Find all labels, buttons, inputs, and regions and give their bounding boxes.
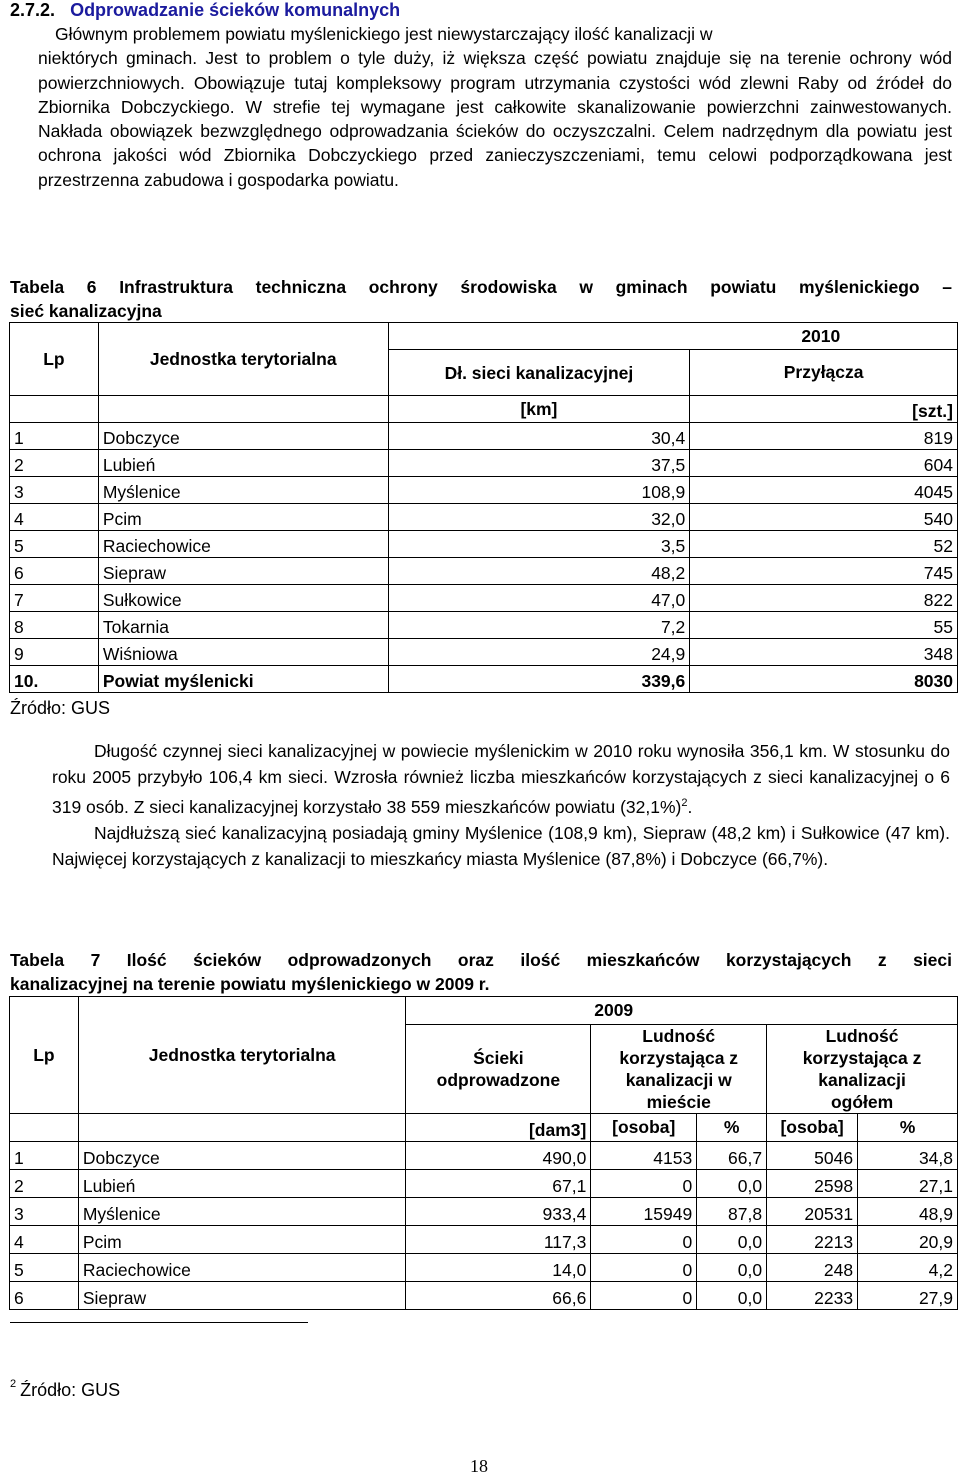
table6-cell-name: Tokarnia — [98, 612, 388, 639]
table7-cell-total: 2213 — [767, 1226, 858, 1254]
table7-unit-pct2: % — [858, 1114, 958, 1142]
table6-cell-szt: 52 — [690, 531, 958, 558]
footnote-text: Źródło: GUS — [20, 1380, 121, 1400]
section-number: 2.7.2. — [10, 0, 56, 20]
table6-total-name: Powiat myślenicki — [98, 666, 388, 693]
table6-total-lp: 10. — [10, 666, 99, 693]
table6-cell-name: Raciechowice — [98, 531, 388, 558]
table7-caption-line1: Tabela 7 Ilość ścieków odprowadzonych oraz ilość mieszkańców korzystających z sieci — [10, 950, 952, 970]
table6-cell-lp: 6 — [10, 558, 99, 585]
table6-cell-szt: 55 — [690, 612, 958, 639]
table7-cell-lp: 2 — [10, 1170, 79, 1198]
table6-total-row — [10, 666, 958, 693]
table6-header-length: Dł. sieci kanalizacyjnej — [388, 350, 690, 396]
table6-cell-km: 3,5 — [388, 531, 690, 558]
table7-cell-total-pct: 27,1 — [858, 1170, 958, 1198]
table6-cell-szt: 4045 — [690, 477, 958, 504]
table6-cell-km: 37,5 — [388, 450, 690, 477]
table7-cell-total-pct: 48,9 — [858, 1198, 958, 1226]
table6 — [9, 322, 958, 693]
section-title: Odprowadzanie ścieków komunalnych — [70, 0, 401, 20]
table6-row — [10, 531, 958, 558]
table6-cell-km: 108,9 — [388, 477, 690, 504]
table7-cell-lp: 3 — [10, 1198, 79, 1226]
table6-cell-lp: 8 — [10, 612, 99, 639]
table7-unit-osoba2: [osoba] — [767, 1114, 858, 1142]
table7-cell-name: Lubień — [78, 1170, 406, 1198]
table6-cell-lp: 5 — [10, 531, 99, 558]
table6-row — [10, 558, 958, 585]
intro-first-line: Głównym problemem powiatu myślenickiego jest niewystarczający ilość kanalizacji w — [55, 24, 713, 44]
table6-total-szt: 8030 — [690, 666, 958, 693]
table7-header-city: Ludność korzystająca z kanalizacji w mieście — [591, 1025, 767, 1114]
table7-cell-sewage: 14,0 — [406, 1254, 591, 1282]
table7-cell-name: Pcim — [78, 1226, 406, 1254]
footnote-ref: 2 — [681, 797, 688, 809]
table7-cell-sewage: 933,4 — [406, 1198, 591, 1226]
table6-cell-km: 7,2 — [388, 612, 690, 639]
table6-cell-lp: 1 — [10, 423, 99, 450]
table7-unit-dam3: [dam3] — [406, 1114, 591, 1142]
table6-cell-name: Myślenice — [98, 477, 388, 504]
table6-units-empty-unit — [98, 396, 388, 423]
table7-cell-city-pct: 0,0 — [697, 1254, 767, 1282]
table6-row — [10, 504, 958, 531]
table7-unit-pct: % — [697, 1114, 767, 1142]
table6-cell-lp: 3 — [10, 477, 99, 504]
table7-cell-total-pct: 20,9 — [858, 1226, 958, 1254]
table6-cell-km: 24,9 — [388, 639, 690, 666]
page-number: 18 — [470, 1456, 488, 1476]
table6-source: Źródło: GUS — [10, 698, 111, 718]
table7-cell-city: 0 — [591, 1254, 697, 1282]
footnote-separator — [10, 1322, 308, 1323]
table7-cell-name: Raciechowice — [78, 1254, 406, 1282]
table7-cell-city-pct: 0,0 — [697, 1170, 767, 1198]
table7-cell-city: 0 — [591, 1282, 697, 1310]
summary-paragraph — [52, 738, 950, 872]
table6-row — [10, 477, 958, 504]
table7-cell-sewage: 490,0 — [406, 1142, 591, 1170]
table7-cell-sewage: 67,1 — [406, 1170, 591, 1198]
table6-header-connections: Przyłącza — [690, 350, 958, 396]
table6-row — [10, 585, 958, 612]
table6-cell-name: Lubień — [98, 450, 388, 477]
intro-paragraph — [38, 22, 952, 192]
table7-units-empty-unit — [78, 1114, 406, 1142]
table7-cell-city: 4153 — [591, 1142, 697, 1170]
table6-cell-szt: 745 — [690, 558, 958, 585]
table6-row — [10, 450, 958, 477]
table6-cell-lp: 9 — [10, 639, 99, 666]
table7-row — [10, 1282, 958, 1310]
table7-caption-line2: kanalizacyjnej na terenie powiatu myślenickiego w 2009 r. — [10, 974, 490, 994]
table7-cell-total: 20531 — [767, 1198, 858, 1226]
table6-row — [10, 639, 958, 666]
table7-cell-city-pct: 66,7 — [697, 1142, 767, 1170]
table6-cell-km: 47,0 — [388, 585, 690, 612]
table6-unit-km: [km] — [388, 396, 690, 423]
table6-cell-name: Dobczyce — [98, 423, 388, 450]
table7-caption — [10, 948, 952, 996]
table7-row — [10, 1226, 958, 1254]
table6-cell-szt: 604 — [690, 450, 958, 477]
table7-cell-city-pct: 0,0 — [697, 1282, 767, 1310]
table6-header-year: 2010 — [388, 323, 957, 350]
table6-cell-szt: 348 — [690, 639, 958, 666]
table7-row — [10, 1170, 958, 1198]
table6-cell-name: Sułkowice — [98, 585, 388, 612]
table6-units-empty-lp — [10, 396, 99, 423]
table6-cell-lp: 7 — [10, 585, 99, 612]
table7 — [9, 996, 958, 1310]
summary-p1-text: Długość czynnej sieci kanalizacyjnej w powiecie myślenickim w 2010 roku wynosiła 356,1 km. W stosunku do roku 2005 przybyło 106,4 km sieci. Wzrosła również liczba mieszkańców korzystających z sieci kanalizacyjnej o 6 319 osób. Z sieci kanalizacyjnej korzystało 38 559 mieszkańców powiatu (32,1%) — [52, 741, 950, 817]
table7-header-total: Ludność korzystająca z kanalizacji ogółem — [767, 1025, 958, 1114]
section-heading — [10, 0, 400, 21]
table7-cell-sewage: 66,6 — [406, 1282, 591, 1310]
table6-cell-lp: 4 — [10, 504, 99, 531]
table6-cell-lp: 2 — [10, 450, 99, 477]
table7-header-lp: Lp — [10, 997, 79, 1114]
table7-cell-total-pct: 34,8 — [858, 1142, 958, 1170]
table7-cell-total: 2598 — [767, 1170, 858, 1198]
table6-header-lp: Lp — [10, 323, 99, 396]
table6-row — [10, 423, 958, 450]
table6-header-unit: Jednostka terytorialna — [98, 323, 388, 396]
summary-p1 — [52, 738, 950, 820]
table7-units-empty-lp — [10, 1114, 79, 1142]
table6-cell-name: Wiśniowa — [98, 639, 388, 666]
table7-cell-sewage: 117,3 — [406, 1226, 591, 1254]
table7-cell-total: 5046 — [767, 1142, 858, 1170]
intro-rest: niektórych gminach. Jest to problem o tyle duży, iż większa część powiatu znajduje się na terenie ochrony wód powierzchniowych. Obowiązuje tutaj kompleksowy program utrzymania czystości wód zlewni Raby od źródeł do Zbiornika Dobczyckiego. W strefie tej wymagane jest całkowite skanalizowanie powierzchni zainwestowanych. Nakłada obowiązek bezwzględnego odprowadzania ścieków do oczyszczalni. Celem nadrzędnym dla powiatu jest ochrona jakości wód Zbiornika Dobczyckiego przed zanieczyszczeniami, temu celowi podporządkowana jest przestrzenna zabudowa i gospodarka powiatu. — [38, 48, 952, 190]
table7-header-unit: Jednostka terytorialna — [78, 997, 406, 1114]
table6-row — [10, 612, 958, 639]
table7-cell-city-pct: 0,0 — [697, 1226, 767, 1254]
table7-cell-lp: 4 — [10, 1226, 79, 1254]
table6-cell-km: 48,2 — [388, 558, 690, 585]
table7-header-sewage: Ścieki odprowadzone — [406, 1025, 591, 1114]
summary-p1-end: . — [687, 796, 693, 817]
table6-unit-szt: [szt.] — [690, 396, 958, 423]
table7-cell-city: 0 — [591, 1226, 697, 1254]
table7-unit-osoba: [osoba] — [591, 1114, 697, 1142]
table7-row — [10, 1254, 958, 1282]
summary-p2: Najdłuższą sieć kanalizacyjną posiadają gminy Myślenice (108,9 km), Siepraw (48,2 km) i Sułkowice (47 km). Najwięcej korzystających z kanalizacji to mieszkańcy miasta Myślenice (87,8%) i Dobczyce (66,7%). — [52, 822, 950, 869]
table6-cell-szt: 822 — [690, 585, 958, 612]
table7-cell-total-pct: 27,9 — [858, 1282, 958, 1310]
table6-caption-line1: Tabela 6 Infrastruktura techniczna ochrony środowiska w gminach powiatu myślenickiego – — [10, 277, 952, 297]
table7-cell-name: Siepraw — [78, 1282, 406, 1310]
table7-cell-total: 248 — [767, 1254, 858, 1282]
table7-row — [10, 1198, 958, 1226]
table7-cell-city-pct: 87,8 — [697, 1198, 767, 1226]
table6-cell-km: 30,4 — [388, 423, 690, 450]
table7-cell-total: 2233 — [767, 1282, 858, 1310]
table6-caption-line2: sieć kanalizacyjna — [10, 301, 162, 321]
table7-row — [10, 1142, 958, 1170]
footnote-mark: 2 — [10, 1378, 17, 1390]
table7-cell-lp: 6 — [10, 1282, 79, 1310]
table7-cell-name: Myślenice — [78, 1198, 406, 1226]
table7-cell-lp: 5 — [10, 1254, 79, 1282]
table6-total-km: 339,6 — [388, 666, 690, 693]
table7-cell-city: 0 — [591, 1170, 697, 1198]
table6-cell-szt: 819 — [690, 423, 958, 450]
table7-cell-lp: 1 — [10, 1142, 79, 1170]
table7-cell-name: Dobczyce — [78, 1142, 406, 1170]
table6-cell-szt: 540 — [690, 504, 958, 531]
table6-cell-name: Pcim — [98, 504, 388, 531]
table7-header-year: 2009 — [406, 997, 958, 1025]
table7-cell-total-pct: 4,2 — [858, 1254, 958, 1282]
table7-cell-city: 15949 — [591, 1198, 697, 1226]
table6-cell-km: 32,0 — [388, 504, 690, 531]
table6-cell-name: Siepraw — [98, 558, 388, 585]
footnote — [10, 1380, 120, 1401]
table6-caption — [10, 275, 952, 323]
